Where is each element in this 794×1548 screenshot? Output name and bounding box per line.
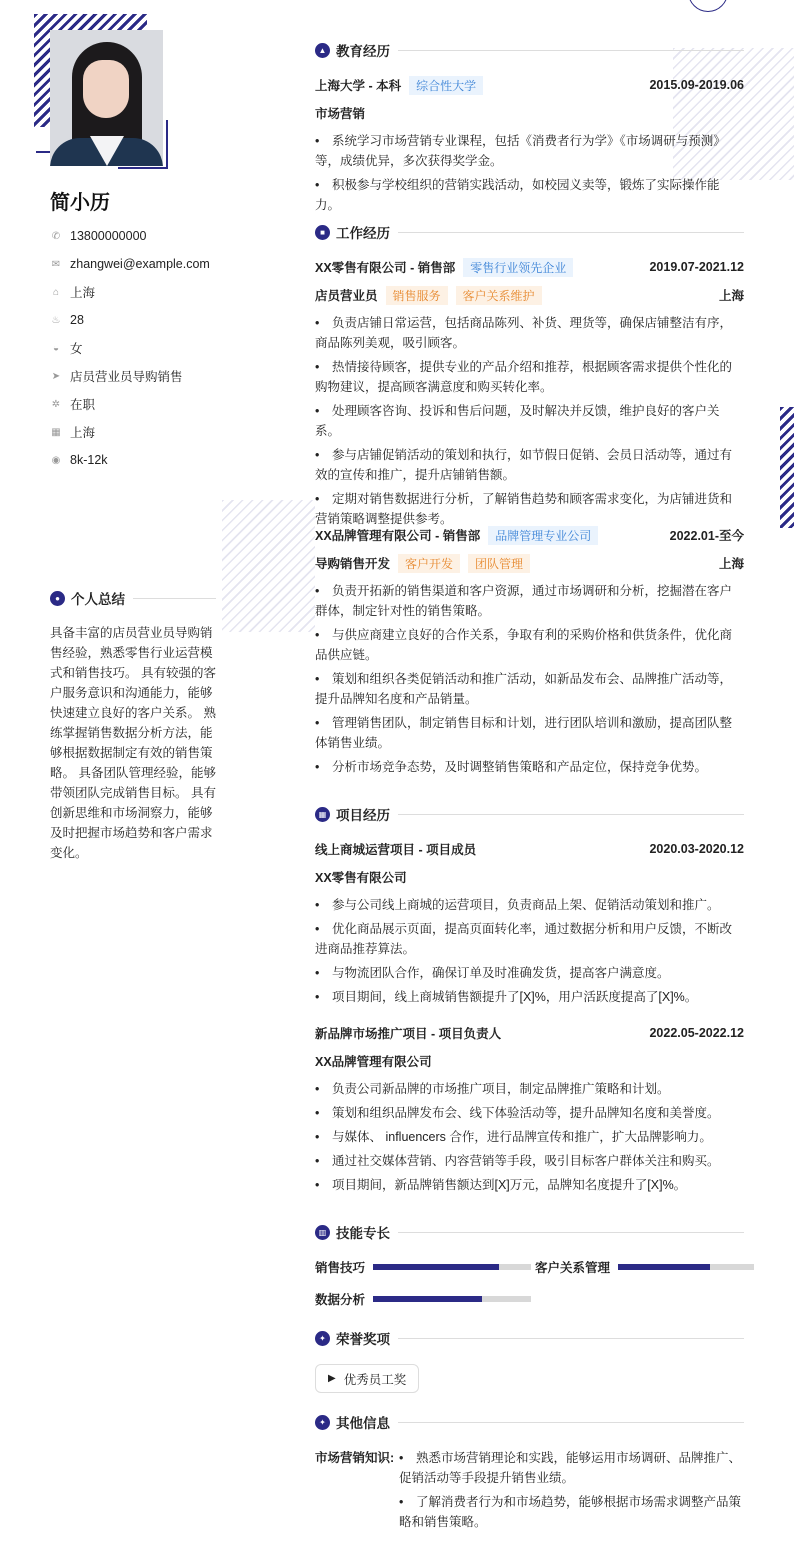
- job-role: 店员营业员: [315, 289, 378, 303]
- section-title: 教育经历: [336, 44, 390, 59]
- company-tag: 品牌管理专业公司: [488, 526, 598, 545]
- job-header: [315, 521, 744, 549]
- building-icon: ▦: [51, 426, 61, 438]
- divider: [398, 232, 744, 233]
- bullet-list: [315, 1079, 744, 1195]
- divider: [133, 598, 216, 599]
- bullet-item: • 与物流团队合作，确保订单及时准确发货，提高客户满意度。: [315, 963, 744, 983]
- skill-bar: [373, 1296, 531, 1302]
- gender-icon: ◒: [52, 342, 60, 354]
- project-name: 新品牌市场推广项目 - 项目负责人: [315, 1027, 502, 1041]
- bullet-item: • 定期对销售数据进行分析，了解销售趋势和顾客需求变化，为店铺进货和营销策略调整提供参考。: [315, 489, 744, 529]
- divider: [398, 814, 744, 815]
- date: 2015.09-2019.06: [649, 78, 744, 92]
- contact-value: 13800000000: [70, 229, 147, 243]
- bullet-item: • 策划和组织各类促销活动和推广活动，如新品发布会、品牌推广活动等，提升品牌知名度和产品销量。: [315, 669, 744, 709]
- section-title: 项目经历: [336, 808, 390, 823]
- bullet-item: • 策划和组织品牌发布会、线下体验活动等，提升品牌知名度和美誉度。: [315, 1103, 744, 1123]
- summary-text: 具备丰富的店员营业员导购销售经验，熟悉零售行业运营模式和销售技巧。 具有较强的客户服务意识和沟通能力，能够快速建立良好的客户关系。 熟练掌握销售数据分析方法，能够根据数据制定有效的销售策略。 具备团队管理经验，能够带领团队完成销售目标。 具有创新思维和市场洞察力，能够及时把握市场趋势和客户需求变化。: [50, 626, 216, 860]
- project-org: XX零售有限公司: [315, 871, 407, 885]
- other-section: [315, 1412, 744, 1536]
- education-section: [315, 40, 744, 219]
- decor-line: [36, 151, 50, 153]
- cake-icon: ♨: [51, 314, 61, 326]
- project-name: 线上商城运营项目 - 项目成员: [315, 843, 477, 857]
- summary-section: [50, 588, 216, 608]
- divider: [398, 1338, 744, 1339]
- section-title: 技能专长: [336, 1226, 390, 1241]
- info-icon: ✦: [315, 1415, 330, 1430]
- section-title: 工作经历: [336, 226, 390, 241]
- major: 市场营销: [315, 107, 366, 121]
- send-icon: ➤: [51, 370, 61, 382]
- job-role-row: [315, 281, 744, 309]
- bullet-item: • 积极参与学校组织的营销实践活动，如校园义卖等，锻炼了实际操作能力。: [315, 175, 744, 215]
- bullet-item: • 负责公司新品牌的市场推广项目，制定品牌推广策略和计划。: [315, 1079, 744, 1099]
- bullet-item: • 通过社交媒体营销、内容营销等手段，吸引目标客户群体关注和购买。: [315, 1151, 744, 1171]
- bullet-item: • 参与公司线上商城的运营项目，负责商品上架、促销活动策划和推广。: [315, 895, 744, 915]
- company-tag: 零售行业领先企业: [463, 258, 573, 277]
- project-org-row: [315, 863, 744, 891]
- decor-stripes: [780, 407, 794, 528]
- contact-item: [50, 366, 183, 386]
- skill-tag: 团队管理: [468, 554, 530, 573]
- briefcase-icon: ■: [315, 225, 330, 240]
- skill-bar: [618, 1264, 754, 1270]
- bullet-item: • 参与店铺促销活动的策划和执行，如节假日促销、会员日活动等，通过有效的宣传和推广，提升店铺销售额。: [315, 445, 744, 485]
- bullet-item: • 管理销售团队，制定销售目标和计划，进行团队培训和激励，提高团队整体销售业绩。: [315, 713, 744, 753]
- skill-tag: 客户开发: [398, 554, 460, 573]
- award-label: 优秀员工奖: [343, 1372, 407, 1387]
- date: 2019.07-2021.12: [649, 260, 744, 274]
- salary-icon: ◉: [51, 454, 61, 466]
- divider: [398, 1422, 744, 1423]
- city: 上海: [718, 289, 744, 303]
- award-item: [315, 1364, 419, 1393]
- job-role-row: [315, 549, 744, 577]
- contact-value: 上海: [70, 426, 96, 440]
- skill-bar-fill: [373, 1296, 482, 1302]
- avatar-photo: [50, 30, 163, 166]
- bullet-item: • 熟悉市场营销理论和实践，能够运用市场调研、品牌推广、促销活动等手段提升销售业绩。: [399, 1448, 744, 1488]
- date: 2020.03-2020.12: [649, 842, 744, 856]
- date: 2022.01-至今: [669, 529, 744, 543]
- section-title: 个人总结: [71, 592, 125, 607]
- contact-item: [50, 254, 210, 274]
- contact-value: 女: [70, 342, 83, 356]
- bullet-item: • 负责店铺日常运营，包括商品陈列、补货、理货等，确保店铺整洁有序，商品陈列美观，吸引顾客。: [315, 313, 744, 353]
- bullet-item: • 与媒体、 influencers 合作，进行品牌宣传和推广，扩大品牌影响力。: [315, 1127, 744, 1147]
- date: 2022.05-2022.12: [649, 1026, 744, 1040]
- user-icon: ●: [50, 591, 65, 606]
- company-name: XX品牌管理有限公司 - 销售部: [315, 529, 481, 543]
- contact-value: 上海: [70, 286, 96, 300]
- skill-name: 销售技巧: [315, 1261, 366, 1275]
- contact-item: [50, 310, 84, 330]
- job-role: 导购销售开发: [315, 557, 391, 571]
- decor-circle: [688, 0, 728, 12]
- work-section: [315, 222, 744, 242]
- contact-item: [50, 422, 95, 442]
- project-org-row: [315, 1047, 744, 1075]
- skill-name: 客户关系管理: [535, 1261, 611, 1275]
- skill-bar: [373, 1264, 531, 1270]
- bullet-item: • 优化商品展示页面，提高页面转化率，通过数据分析和用户反馈，不断改进商品推荐算法。: [315, 919, 744, 959]
- project-entry: [315, 835, 744, 1011]
- job-header: [315, 253, 744, 281]
- bullet-item: • 负责开拓新的销售渠道和客户资源，通过市场调研和分析，挖掘潜在客户群体，制定针对性的销售策略。: [315, 581, 744, 621]
- divider: [398, 1232, 744, 1233]
- school-name: 上海大学 - 本科: [315, 79, 402, 93]
- contact-item: [50, 226, 146, 246]
- section-title: 其他信息: [336, 1416, 390, 1431]
- contact-item: [50, 394, 95, 414]
- skills-section: [315, 1222, 744, 1242]
- section-title: 荣誉奖项: [336, 1332, 390, 1347]
- candidate-name: 简小历: [50, 192, 110, 214]
- job-entry: [315, 521, 744, 781]
- contact-item: [50, 450, 108, 470]
- decor-stripes: [222, 500, 315, 632]
- bullet-item: • 处理顾客咨询、投诉和售后问题，及时解决并反馈，维护良好的客户关系。: [315, 401, 744, 441]
- bullet-item: • 热情接待顾客，提供专业的产品介绍和推荐，根据顾客需求提供个性化的购物建议，提高顾客满意度和购买转化率。: [315, 357, 744, 397]
- contact-value: 在职: [70, 398, 96, 412]
- mail-icon: ✉: [51, 258, 61, 270]
- bullet-list: [315, 581, 744, 777]
- play-icon: ▶: [328, 1373, 336, 1384]
- contact-value: 28: [70, 313, 84, 327]
- grid-icon: ▦: [315, 807, 330, 822]
- skill-name: 数据分析: [315, 1293, 366, 1307]
- school-tag: 综合性大学: [409, 76, 483, 95]
- contact-item: [50, 282, 95, 302]
- city: 上海: [718, 557, 744, 571]
- bullet-item: • 分析市场竞争态势，及时调整销售策略和产品定位，保持竞争优势。: [315, 757, 744, 777]
- bullet-item: • 系统学习市场营销专业课程，包括《消费者行为学》《市场调研与预测》等，成绩优异，多次获得奖学金。: [315, 131, 744, 171]
- other-label: 市场营销知识:: [315, 1451, 395, 1465]
- bullet-list: [315, 313, 744, 529]
- phone-icon: ✆: [51, 230, 61, 242]
- project-section: [315, 804, 744, 824]
- project-header: [315, 1019, 744, 1047]
- skill-tag: 销售服务: [386, 286, 448, 305]
- status-icon: ✲: [51, 398, 61, 410]
- skill-tag: 客户关系维护: [456, 286, 542, 305]
- awards-section: [315, 1328, 744, 1393]
- skill-item: [315, 1289, 531, 1309]
- project-org: XX品牌管理有限公司: [315, 1055, 432, 1069]
- bullet-item: • 与供应商建立良好的合作关系，争取有利的采购价格和供货条件，优化商品供应链。: [315, 625, 744, 665]
- contact-item: [50, 338, 83, 358]
- bar-chart-icon: ▥: [315, 1225, 330, 1240]
- project-header: [315, 835, 744, 863]
- contact-value: 店员营业员导购销售: [70, 370, 183, 384]
- skill-bar-fill: [618, 1264, 710, 1270]
- contact-value: zhangwei@example.com: [70, 257, 210, 271]
- home-icon: ⌂: [52, 286, 60, 298]
- project-entry: [315, 1019, 744, 1199]
- job-entry: [315, 253, 744, 533]
- award-icon: ✦: [315, 1331, 330, 1346]
- company-name: XX零售有限公司 - 销售部: [315, 261, 456, 275]
- bullet-item: • 了解消费者行为和市场趋势，能够根据市场需求调整产品策略和销售策略。: [399, 1492, 744, 1532]
- contact-value: 8k-12k: [70, 453, 108, 467]
- divider: [398, 50, 744, 51]
- skill-item: [315, 1257, 531, 1277]
- graduation-cap-icon: ▲: [315, 43, 330, 58]
- bullet-item: • 项目期间，新品牌销售额达到[X]万元，品牌知名度提升了[X]%。: [315, 1175, 744, 1195]
- bullet-item: • 项目期间，线上商城销售额提升了[X]%，用户活跃度提高了[X]%。: [315, 987, 744, 1007]
- bullet-list: [315, 895, 744, 1007]
- skill-bar-fill: [373, 1264, 499, 1270]
- skill-item: [535, 1257, 754, 1277]
